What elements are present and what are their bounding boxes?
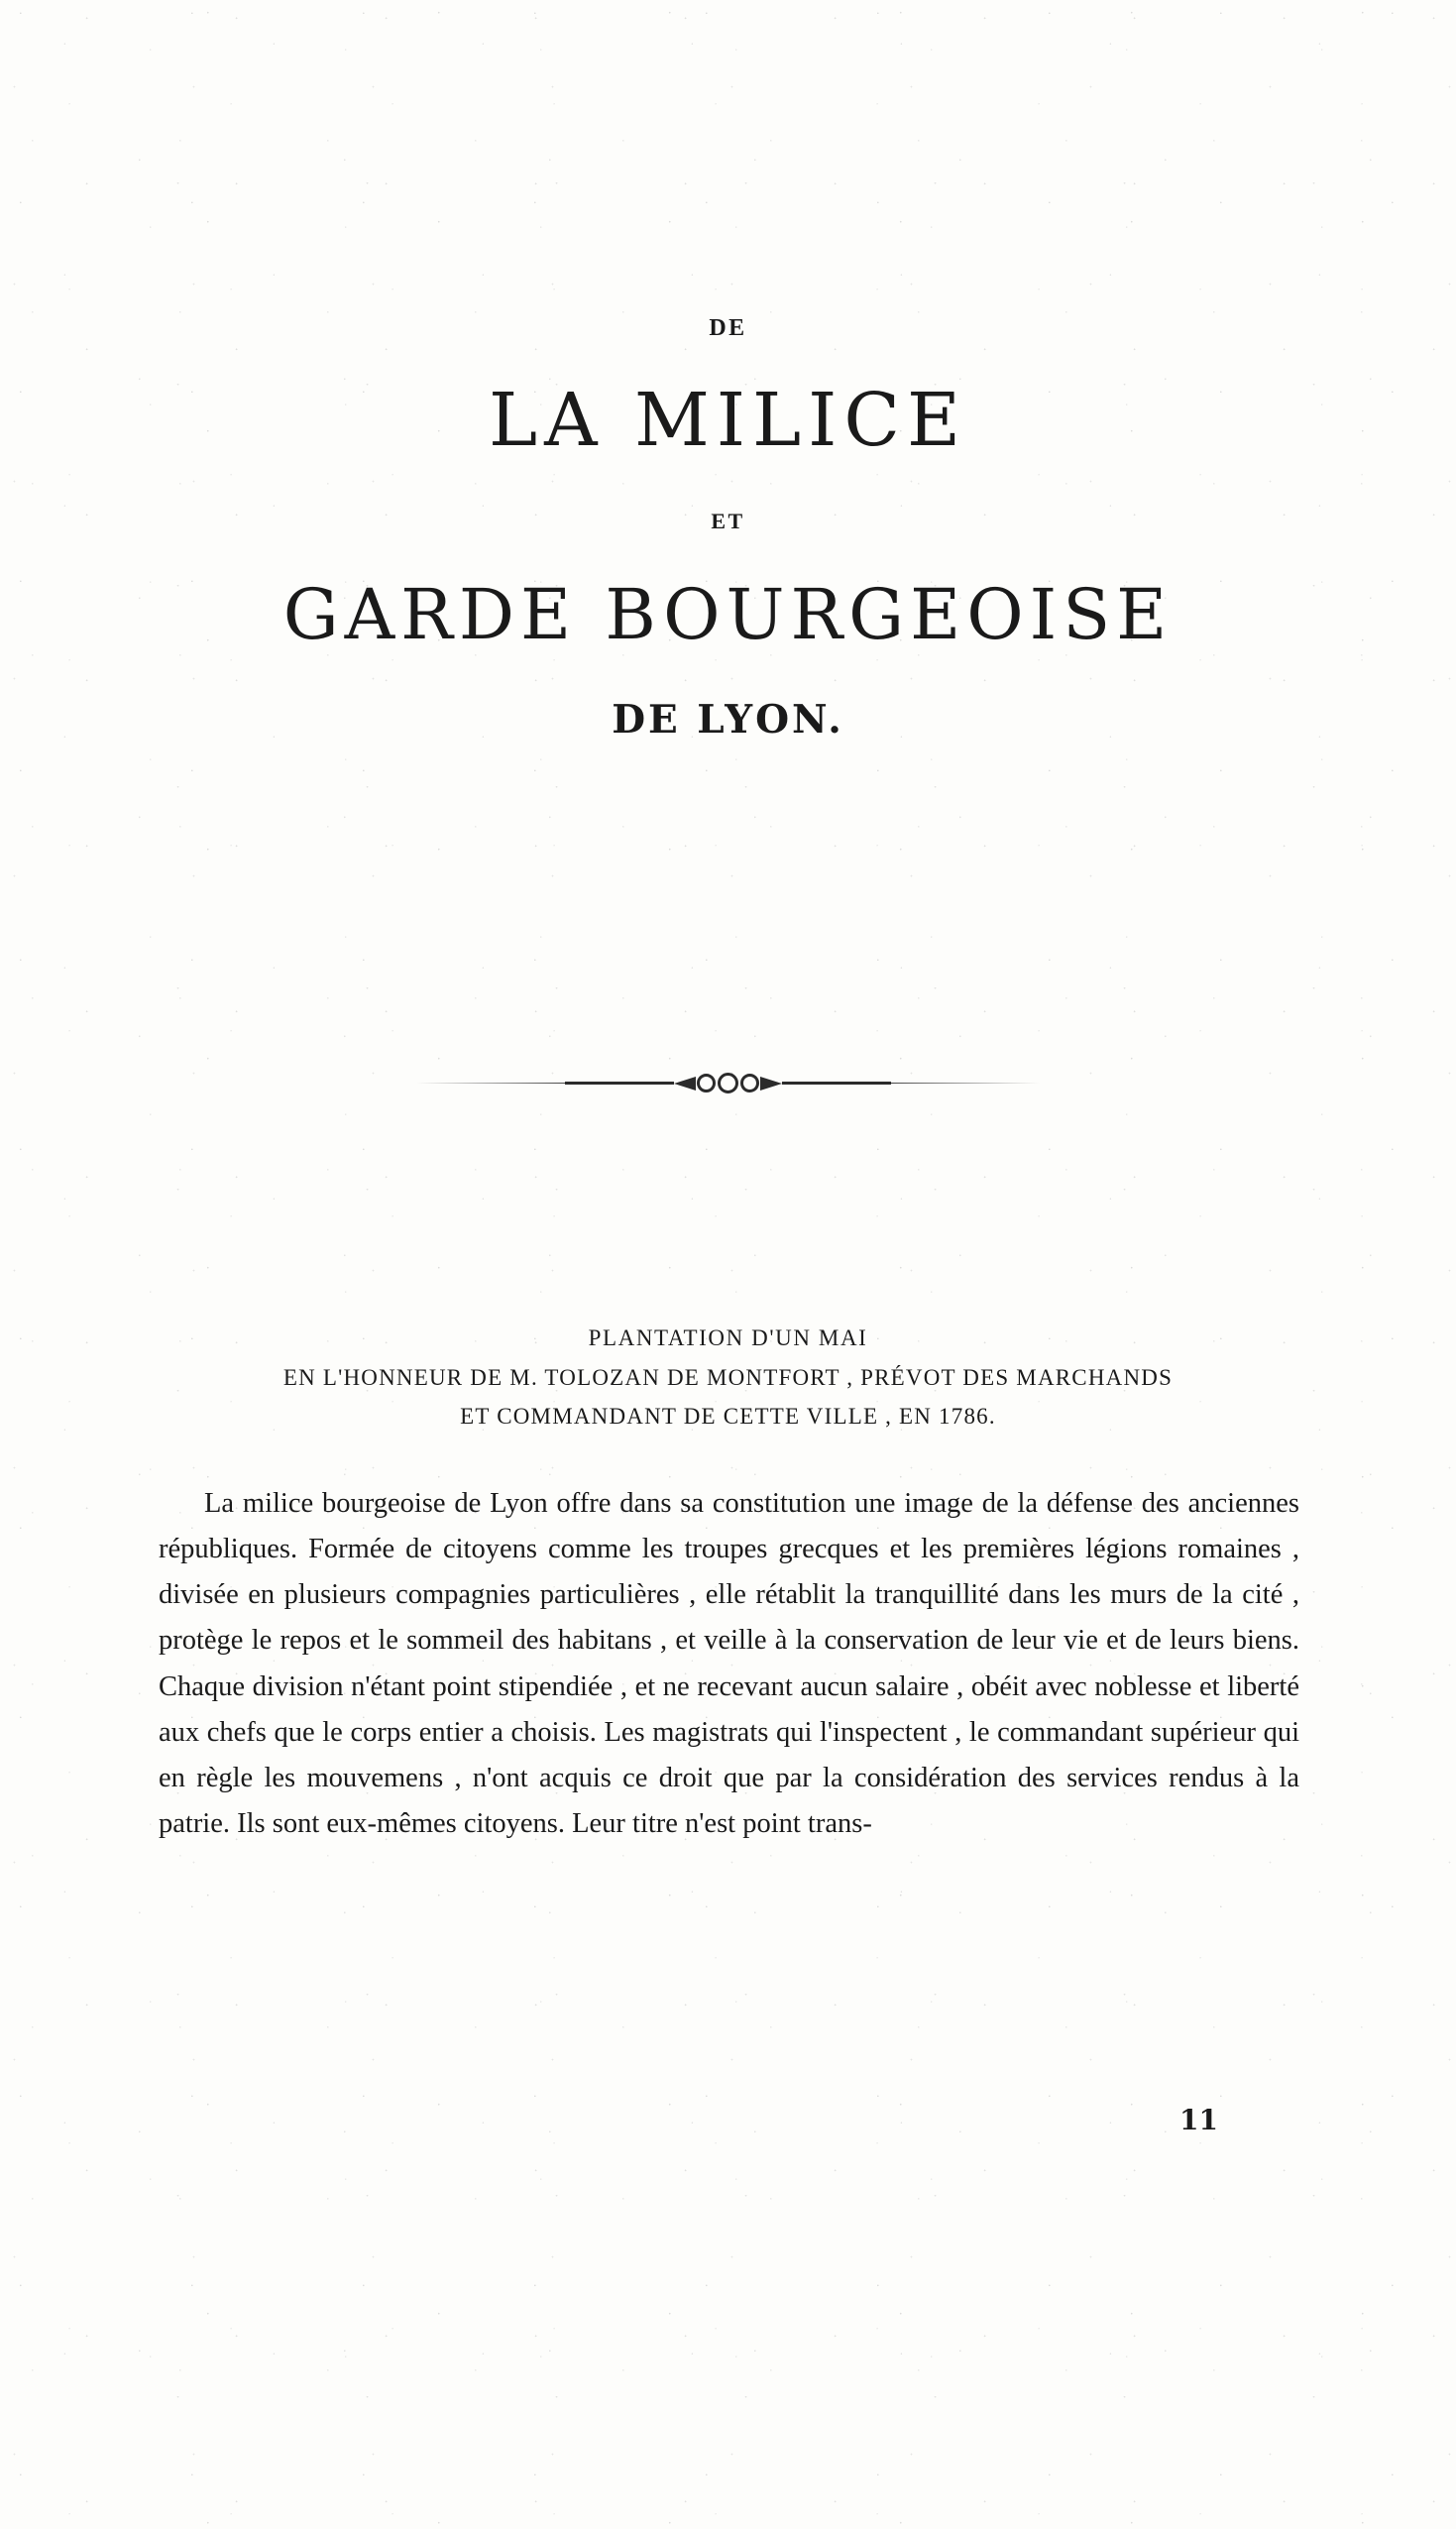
divider-right-bar (782, 1082, 891, 1085)
title-line-de: DE (709, 315, 747, 341)
title-line-et: ET (711, 509, 745, 533)
caption-line-2: EN L'HONNEUR DE M. TOLOZAN DE MONTFORT , PRÉVOT DES MARCHANDS (282, 1364, 1174, 1390)
divider-right-arrow-icon (760, 1077, 782, 1091)
divider-dot-right-icon (740, 1074, 759, 1092)
title-line-main-1: LA MILICE (488, 378, 968, 463)
title-line-main-2: GARDE BOURGEOISE (282, 574, 1174, 655)
caption-line-3: ET COMMANDANT DE CETTE VILLE , EN 1786. (460, 1404, 996, 1430)
body-text (159, 1481, 1299, 1847)
title-block (129, 315, 1327, 743)
divider-dot-left-icon (697, 1074, 716, 1092)
divider-left-bar (565, 1082, 674, 1085)
page-number: 11 (1179, 2104, 1218, 2136)
divider-dot-center-icon (718, 1073, 738, 1093)
divider-left-arrow-icon (674, 1077, 696, 1091)
caption-line-1: PLANTATION D'UN MAI (588, 1325, 868, 1350)
title-line-subtitle: DE LYON. (612, 697, 844, 743)
section-caption (119, 1319, 1337, 1437)
body-paragraph: La milice bourgeoise de Lyon offre dans sa constitution une image de la défense des anciennes républiques. Formée de citoyens comme les troupes grecques et les premières légions romaines , divisée en plusieurs compagnies particulières , elle rétablit la tranquillité dans les murs de la cité , protège le repos et le sommeil des habitans , et veille à la conservation de leur vie et de leurs biens. Chaque division n'étant point stipendiée , et ne recevant aucun salaire , obéit avec noblesse et liberté aux chefs que le corps entier a choisis. Les magistrats qui l'inspectent , le commandant supérieur qui en règle les mouvemens , n'ont acquis ce droit que par la considération des services rendus à la patrie. Ils sont eux-mêmes citoyens. Leur titre n'est point trans- (159, 1488, 1299, 1840)
fleuron-divider-icon (0, 1073, 1456, 1093)
divider-left-hairline (416, 1083, 565, 1084)
divider-right-hairline (891, 1083, 1040, 1084)
